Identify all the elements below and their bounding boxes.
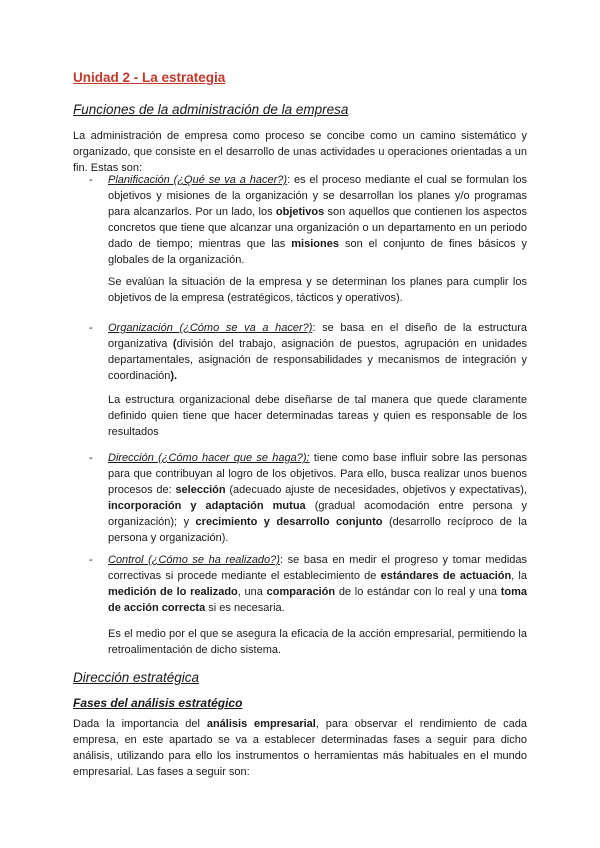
direccion-text-3: (gradual acomodación entre persona y organización); y: [108, 500, 527, 528]
fases-text-1: Dada la importancia del: [73, 718, 207, 730]
bullet-dash-control: -: [89, 554, 93, 566]
organizacion-bold-close: ).: [170, 370, 178, 382]
section-heading-direccion-estrategica: Dirección estratégica: [73, 670, 200, 685]
item-control: [108, 552, 527, 616]
fases-bold-analisis: análisis empresarial: [206, 718, 316, 730]
organizacion-bold-open: (: [172, 338, 177, 350]
control-text-4: de lo estándar con lo real y una: [335, 586, 501, 598]
direccion-bold-seleccion: selección: [175, 484, 226, 496]
control-bold-medicion: medición de lo realizado: [108, 586, 238, 598]
control-bold-estandares: estándares de actuación: [380, 570, 512, 582]
subheading-fases: Fases del análisis estratégico: [73, 696, 243, 710]
item-direccion: [108, 450, 527, 546]
direccion-text-1: tiene como base influir sobre las personas para que contribuyan al logro de los objetivos. Para ello, busca realizar unos buenos procesos de:: [108, 452, 527, 496]
planificacion-text-2: son aquellos que contienen los aspectos concretos que tiene que alcanzar una organización o un departamento en un periodo dado de tiempo; mientras que las: [108, 206, 527, 250]
bullet-dash-organizacion: -: [89, 322, 93, 334]
term-organizacion: Organización (¿Cómo se va a hacer?): [108, 322, 313, 334]
control-text-1: : se basa en medir el progreso y tomar medidas correctivas si procede mediante el establecimiento de: [108, 554, 527, 582]
direccion-bold-crecimiento: crecimiento y desarrollo conjunto: [195, 516, 383, 528]
bullet-dash-direccion: -: [89, 452, 93, 464]
control-bold-comparacion: comparación: [266, 586, 336, 598]
planificacion-bold-objetivos: objetivos: [275, 206, 325, 218]
item-planificacion: [108, 172, 527, 268]
intro-paragraph: La administración de empresa como proceso se concibe como un camino sistemático y organizado, que consiste en el desarrollo de unas actividades u operaciones orientadas a un fin. Estas son:: [73, 130, 527, 174]
section-heading-funciones: Funciones de la administración de la empresa: [73, 102, 349, 117]
term-planificacion: Planificación (¿Qué se va a hacer?): [108, 174, 288, 186]
organizacion-text-2: división del trabajo, asignación de puestos, agrupación en unidades departamentales, asignación de responsabilidades y mecanismos de integración y coordinación: [108, 338, 528, 382]
term-direccion: Dirección (¿Cómo hacer que se haga?):: [108, 452, 310, 464]
organizacion-text-1: : se basa en el diseño de la estructura organizativa: [108, 322, 527, 350]
planificacion-bold-misiones: misiones: [291, 238, 339, 250]
planificacion-text-3: son el conjunto de fines básicos y globales de la organización.: [108, 238, 528, 266]
control-extra: Es el medio por el que se asegura la eficacia de la acción empresarial, permitiendo la retroalimentación de dicho sistema.: [108, 628, 527, 656]
control-text-5: si es necesaria.: [205, 602, 285, 614]
item-organizacion: [108, 320, 527, 384]
fases-text-2: , para observar el rendimiento de cada empresa, en este apartado se va a establecer determinadas fases a seguir para dicho análisis, utilizando para ello los instrumentos o herramientas más habituales en el mundo empresarial. Las fases a seguir son:: [73, 718, 527, 778]
control-text-2: , la: [511, 570, 527, 582]
control-text-3: , una: [237, 586, 267, 598]
direccion-bold-incorporacion: incorporación y adaptación mutua: [108, 500, 306, 512]
unit-title: Unidad 2 - La estrategia: [73, 70, 226, 85]
planificacion-text-1: : es el proceso mediante el cual se formulan los objetivos y misiones de la organización y se desarrollan los planes y/o programas para alcanzarlos. Por un lado, los: [108, 174, 527, 218]
fases-paragraph: [73, 716, 527, 780]
direccion-text-4: (desarrollo recíproco de la persona y organización).: [108, 516, 527, 544]
term-control: Control (¿Cómo se ha realizado?): [108, 554, 280, 566]
bullet-dash-planificacion: -: [89, 174, 93, 186]
control-bold-toma-accion: toma de acción correcta: [108, 586, 527, 614]
planificacion-extra: Se evalúan la situación de la empresa y se determinan los planes para cumplir los objetivos de la empresa (estratégicos, tácticos y operativos).: [108, 276, 527, 304]
organizacion-extra: La estructura organizacional debe diseñarse de tal manera que quede claramente definido quien tiene que hacer determinadas tareas y quien es responsable de los resultados: [108, 394, 527, 438]
direccion-text-2: (adecuado ajuste de necesidades, objetivos y expectativas),: [225, 484, 527, 496]
